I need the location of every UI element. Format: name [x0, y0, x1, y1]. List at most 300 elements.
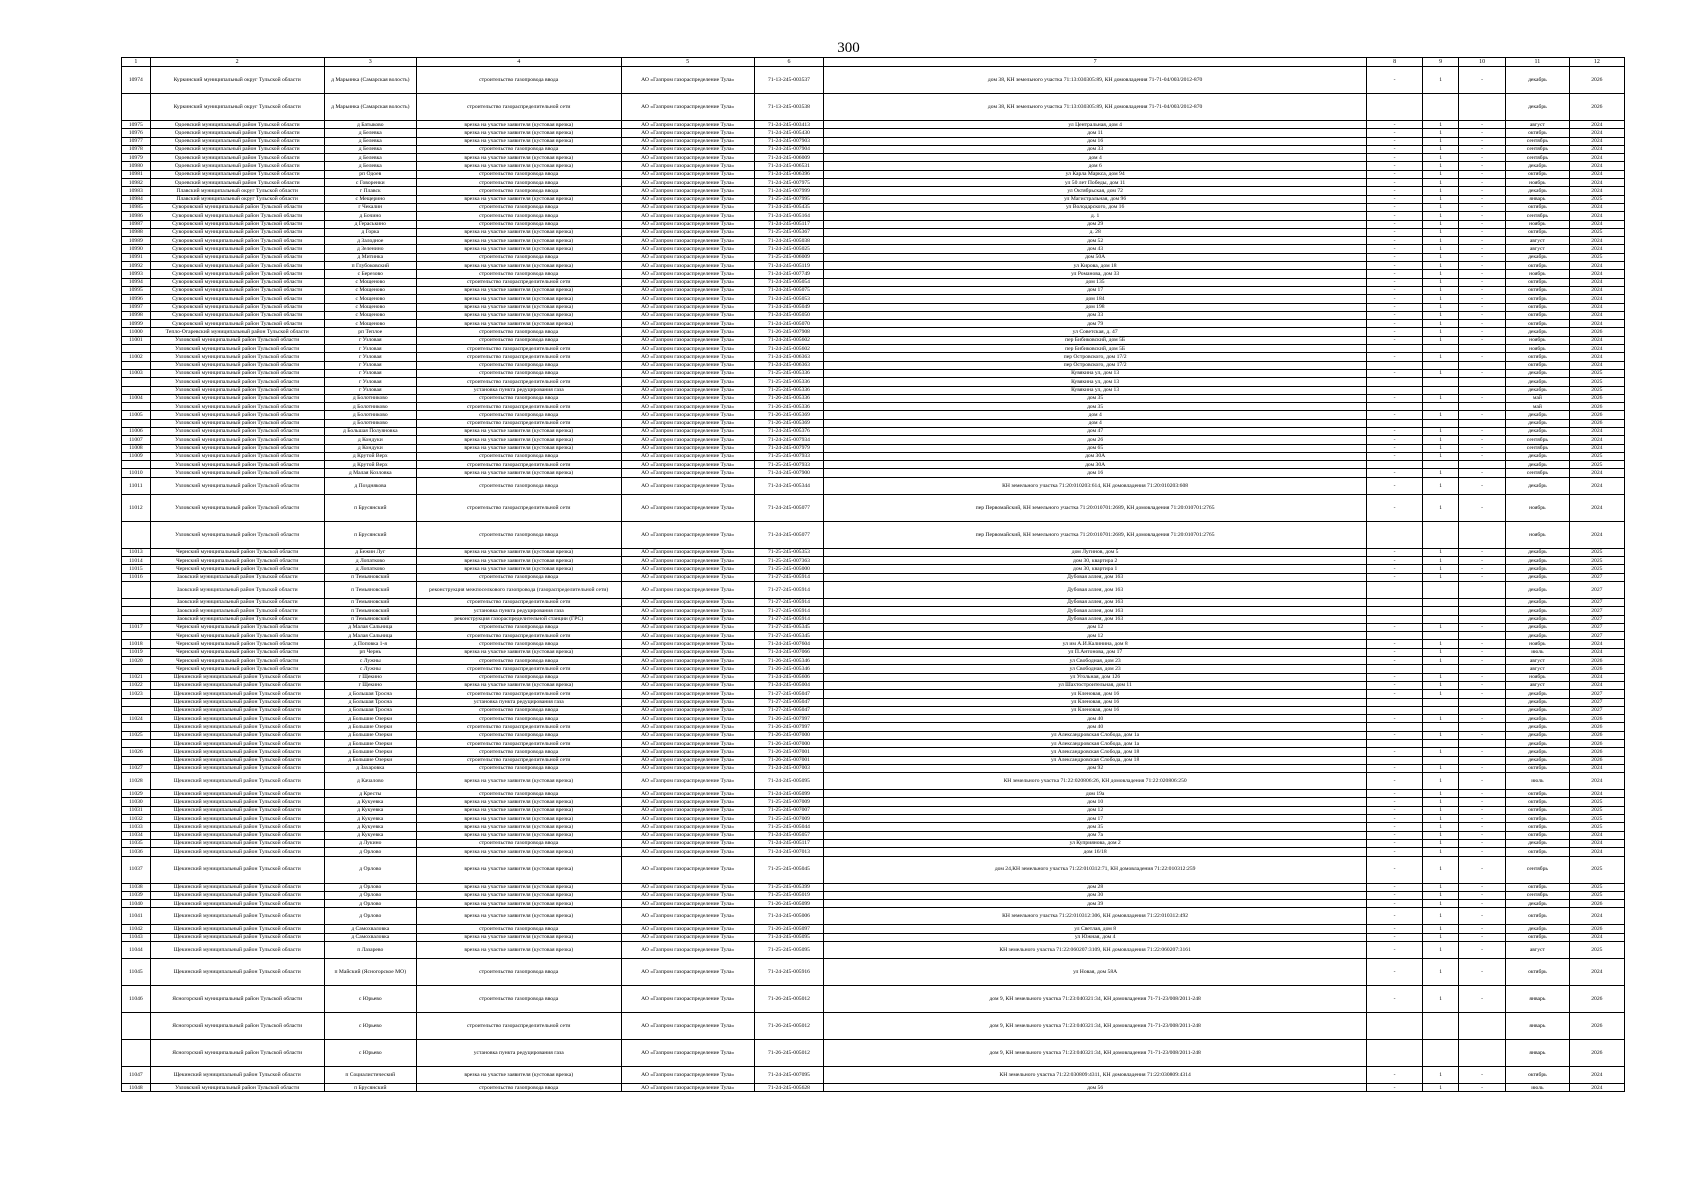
cell-address: ул Свободная, дом 23	[824, 657, 1367, 665]
cell-organization: АО «Газпром газораспределение Тула»	[621, 773, 754, 790]
cell-month: декабрь	[1506, 187, 1569, 195]
cell-row-number: 10986	[122, 212, 151, 220]
cell-col-10: -	[1459, 942, 1506, 959]
cell-municipality: Щекинский муниципальный район Тульской области	[150, 673, 324, 681]
cell-col-10: -	[1459, 311, 1506, 319]
cell-settlement: с Мощеново	[324, 311, 416, 319]
cell-work-type: строительство газопровода ввода	[416, 394, 621, 402]
cell-settlement: д Болотниково	[324, 403, 416, 411]
cell-row-number: 11003	[122, 369, 151, 377]
cell-col-10: -	[1459, 715, 1506, 723]
cell-municipality: Суворовский муниципальный район Тульской области	[150, 262, 324, 270]
cell-year: 2025	[1569, 378, 1624, 386]
cell-col-10: -	[1459, 690, 1506, 698]
cell-organization: АО «Газпром газораспределение Тула»	[621, 756, 754, 764]
cell-settlement: д Орлово	[324, 891, 416, 899]
table-row	[122, 848, 1625, 856]
cell-settlement: д Орлово	[324, 900, 416, 908]
cell-municipality: Щекинский муниципальный район Тульской области	[150, 748, 324, 756]
cell-settlement: п Брусянский	[324, 521, 416, 548]
cell-address: ул им А.И.Калинина, дом 8	[824, 640, 1367, 648]
cell-col-10	[1459, 706, 1506, 714]
cell-row-number	[122, 598, 151, 606]
cell-settlement: г Щекино	[324, 673, 416, 681]
cell-col-8: -	[1366, 295, 1422, 303]
cell-municipality: Узловский муниципальный район Тульской области	[150, 452, 324, 460]
cell-row-number: 11026	[122, 748, 151, 756]
cell-col-8: -	[1366, 942, 1422, 959]
cell-col-10: -	[1459, 270, 1506, 278]
cell-row-number	[122, 607, 151, 615]
cell-settlement: г Чекалин	[324, 203, 416, 211]
cell-municipality: Суворовский муниципальный район Тульской области	[150, 245, 324, 253]
cell-col-10	[1459, 403, 1506, 411]
cell-municipality: Чернский муниципальный район Тульской области	[150, 623, 324, 631]
cell-address: дом 29	[824, 220, 1367, 228]
cell-col-10	[1459, 461, 1506, 469]
cell-col-10: -	[1459, 925, 1506, 933]
cell-municipality: Чернский муниципальный район Тульской области	[150, 565, 324, 573]
cell-year: 2027	[1569, 632, 1624, 640]
cell-application-number: 71-24-245-007095	[754, 1067, 824, 1084]
cell-work-type: врезка на участке заявителя (кустовая врезка)	[416, 320, 621, 328]
cell-row-number: 11014	[122, 557, 151, 565]
cell-year: 2024	[1569, 839, 1624, 847]
cell-address: дом 9, КН земельного участка 71:23:040321:34, КН домовладения 71-71-23/008/2011-248	[824, 986, 1367, 1013]
cell-work-type: строительство газораспределительной сети	[416, 345, 621, 353]
cell-organization: АО «Газпром газораспределение Тула»	[621, 286, 754, 294]
cell-work-type: строительство газораспределительной сети	[416, 632, 621, 640]
cell-work-type: строительство газопровода ввода	[416, 361, 621, 369]
table-row	[122, 615, 1625, 623]
cell-col-9: 1	[1423, 573, 1459, 581]
cell-col-9: 1	[1423, 823, 1459, 831]
cell-col-8: -	[1366, 203, 1422, 211]
table-row	[122, 632, 1625, 640]
cell-organization: АО «Газпром газораспределение Тула»	[621, 607, 754, 615]
cell-col-10: -	[1459, 203, 1506, 211]
cell-work-type: строительство газопровода ввода	[416, 790, 621, 798]
cell-settlement: д Большие Озерки	[324, 731, 416, 739]
cell-application-number: 71-25-245-005353	[754, 548, 824, 556]
cell-row-number: 11009	[122, 452, 151, 460]
table-row	[122, 856, 1625, 883]
cell-work-type: строительство газораспределительной сети	[416, 494, 621, 521]
cell-col-8: -	[1366, 237, 1422, 245]
cell-col-10: -	[1459, 67, 1506, 94]
cell-month: декабрь	[1506, 461, 1569, 469]
cell-year: 2024	[1569, 353, 1624, 361]
table-row	[122, 411, 1625, 419]
cell-settlement: п Социалистический	[324, 1067, 416, 1084]
cell-settlement: д Малая Козловка	[324, 469, 416, 477]
cell-year: 2026	[1569, 403, 1624, 411]
cell-municipality: Щекинский муниципальный район Тульской области	[150, 883, 324, 891]
cell-col-10: -	[1459, 798, 1506, 806]
table-row	[122, 386, 1625, 394]
cell-work-type: врезка на участке заявителя (кустовая врезка)	[416, 237, 621, 245]
cell-year: 2024	[1569, 640, 1624, 648]
cell-municipality: Щекинский муниципальный район Тульской области	[150, 715, 324, 723]
cell-col-9: 1	[1423, 262, 1459, 270]
cell-organization: АО «Газпром газораспределение Тула»	[621, 690, 754, 698]
cell-row-number: 11045	[122, 959, 151, 986]
cell-year: 2026	[1569, 1040, 1624, 1067]
cell-row-number: 11024	[122, 715, 151, 723]
cell-col-9	[1423, 521, 1459, 548]
cell-year: 2025	[1569, 942, 1624, 959]
cell-application-number: 71-24-245-006363	[754, 361, 824, 369]
cell-organization: АО «Газпром газораспределение Тула»	[621, 336, 754, 344]
cell-application-number: 71-24-245-007979	[754, 444, 824, 452]
cell-month: август	[1506, 657, 1569, 665]
cell-municipality: Узловский муниципальный район Тульской области	[150, 378, 324, 386]
cell-col-8	[1366, 632, 1422, 640]
cell-application-number: 71-24-245-005164	[754, 212, 824, 220]
cell-col-8: -	[1366, 883, 1422, 891]
cell-municipality: Одоевский муниципальный район Тульской области	[150, 121, 324, 129]
cell-row-number: 11038	[122, 883, 151, 891]
cell-col-9: 1	[1423, 369, 1459, 377]
cell-application-number: 71-27-245-005345	[754, 632, 824, 640]
table-row	[122, 320, 1625, 328]
cell-municipality: Заокский муниципальный район Тульской области	[150, 607, 324, 615]
cell-month: ноябрь	[1506, 270, 1569, 278]
cell-address: дом 12	[824, 632, 1367, 640]
cell-application-number: 71-27-245-005914	[754, 581, 824, 598]
cell-row-number	[122, 378, 151, 386]
cell-col-10: -	[1459, 856, 1506, 883]
cell-col-8: -	[1366, 690, 1422, 698]
cell-col-9: 1	[1423, 657, 1459, 665]
cell-application-number: 71-24-245-005916	[754, 959, 824, 986]
table-row	[122, 806, 1625, 814]
cell-work-type: строительство газораспределительной сети	[416, 419, 621, 427]
cell-application-number: 71-25-245-005399	[754, 883, 824, 891]
cell-row-number: 11039	[122, 891, 151, 899]
cell-organization: АО «Газпром газораспределение Тула»	[621, 632, 754, 640]
cell-col-10: -	[1459, 908, 1506, 925]
cell-organization: АО «Газпром газораспределение Тула»	[621, 740, 754, 748]
cell-year: 2025	[1569, 856, 1624, 883]
cell-col-9: 1	[1423, 1084, 1459, 1092]
cell-application-number: 71-26-245-007000	[754, 740, 824, 748]
cell-application-number: 71-26-245-005346	[754, 665, 824, 673]
cell-application-number: 71-24-245-007903	[754, 137, 824, 145]
cell-month: сентябрь	[1506, 469, 1569, 477]
cell-col-8	[1366, 521, 1422, 548]
cell-settlement: с Мощеново	[324, 320, 416, 328]
cell-month: октябрь	[1506, 823, 1569, 831]
cell-address: ул Советская, д. 47	[824, 328, 1367, 336]
cell-row-number: 10993	[122, 270, 151, 278]
cell-settlement: рп Теплое	[324, 328, 416, 336]
table-row	[122, 345, 1625, 353]
cell-settlement: г Узловая	[324, 345, 416, 353]
cell-row-number: 11042	[122, 925, 151, 933]
cell-col-10: -	[1459, 179, 1506, 187]
cell-address: дом 4	[824, 419, 1367, 427]
cell-col-8: -	[1366, 839, 1422, 847]
cell-row-number: 10990	[122, 245, 151, 253]
cell-col-8	[1366, 403, 1422, 411]
cell-month: ноябрь	[1506, 345, 1569, 353]
cell-month: сентябрь	[1506, 856, 1569, 883]
cell-col-8: -	[1366, 212, 1422, 220]
cell-settlement: п Майский (Ясногорское МО)	[324, 959, 416, 986]
cell-col-9: 1	[1423, 690, 1459, 698]
cell-row-number: 10987	[122, 220, 151, 228]
table-row	[122, 681, 1625, 689]
cell-work-type: врезка на участке заявителя (кустовая врезка)	[416, 137, 621, 145]
cell-address: КН земельного участка 71:22:030809:4311, КН домовладения 71:22:030809:4314	[824, 1067, 1367, 1084]
cell-address: дом 198	[824, 303, 1367, 311]
cell-col-9	[1423, 756, 1459, 764]
cell-municipality: Узловский муниципальный район Тульской области	[150, 394, 324, 402]
cell-row-number: 11013	[122, 548, 151, 556]
table-row	[122, 731, 1625, 739]
cell-col-9: 1	[1423, 195, 1459, 203]
cell-col-10: -	[1459, 394, 1506, 402]
column-number-7: 7	[824, 58, 1367, 67]
cell-month: октябрь	[1506, 129, 1569, 137]
cell-organization: АО «Газпром газораспределение Тула»	[621, 648, 754, 656]
cell-col-10: -	[1459, 295, 1506, 303]
cell-address: дом 26	[824, 436, 1367, 444]
cell-organization: АО «Газпром газораспределение Тула»	[621, 839, 754, 847]
cell-row-number	[122, 706, 151, 714]
cell-col-8: -	[1366, 245, 1422, 253]
cell-municipality: Одоевский муниципальный район Тульской области	[150, 145, 324, 153]
cell-year: 2026	[1569, 723, 1624, 731]
cell-address: ул Александровская Слобода, дом 18	[824, 756, 1367, 764]
cell-work-type: врезка на участке заявителя (кустовая врезка)	[416, 303, 621, 311]
cell-work-type: врезка на участке заявителя (кустовая врезка)	[416, 648, 621, 656]
cell-work-type: врезка на участке заявителя (кустовая врезка)	[416, 121, 621, 129]
cell-application-number: 71-25-245-005000	[754, 565, 824, 573]
cell-row-number: 10984	[122, 195, 151, 203]
cell-col-9: 1	[1423, 925, 1459, 933]
cell-settlement: д Большая Тросна	[324, 690, 416, 698]
cell-month: октябрь	[1506, 959, 1569, 986]
cell-year: 2024	[1569, 959, 1624, 986]
cell-address: ул Южная, дом 4	[824, 933, 1367, 941]
cell-year: 2026	[1569, 328, 1624, 336]
cell-row-number	[122, 740, 151, 748]
cell-application-number: 71-26-245-005012	[754, 1013, 824, 1040]
cell-month: декабрь	[1506, 623, 1569, 631]
cell-year: 2026	[1569, 715, 1624, 723]
cell-col-9: 1	[1423, 170, 1459, 178]
table-row	[122, 959, 1625, 986]
cell-address: дом 40	[824, 723, 1367, 731]
cell-work-type: строительство газопровода ввода	[416, 336, 621, 344]
cell-month: декабрь	[1506, 253, 1569, 261]
cell-settlement: д Лопатково	[324, 557, 416, 565]
table-row	[122, 444, 1625, 452]
cell-organization: АО «Газпром газораспределение Тула»	[621, 461, 754, 469]
cell-col-9: 1	[1423, 900, 1459, 908]
cell-month: июль	[1506, 648, 1569, 656]
cell-work-type: строительство газораспределительной сети	[416, 1013, 621, 1040]
cell-month: октябрь	[1506, 764, 1569, 772]
cell-settlement: д Орлово	[324, 848, 416, 856]
cell-col-10: -	[1459, 573, 1506, 581]
cell-month: декабрь	[1506, 839, 1569, 847]
table-row	[122, 129, 1625, 137]
cell-col-9: 1	[1423, 427, 1459, 435]
cell-col-9	[1423, 598, 1459, 606]
table-row	[122, 573, 1625, 581]
cell-month: декабрь	[1506, 452, 1569, 460]
cell-col-10: -	[1459, 187, 1506, 195]
cell-year: 2024	[1569, 278, 1624, 286]
cell-address: пер Первомайский, КН земельного участка 71:20:010701:2689, КН домовладения 71:20:010701:2765	[824, 521, 1367, 548]
cell-row-number: 10982	[122, 179, 151, 187]
cell-address: ул Куприянова, дом 2	[824, 839, 1367, 847]
cell-address: дом 56	[824, 1084, 1367, 1092]
cell-col-9	[1423, 361, 1459, 369]
column-number-row	[122, 58, 1625, 67]
cell-year: 2025	[1569, 548, 1624, 556]
cell-year: 2024	[1569, 848, 1624, 856]
cell-settlement: д Малая Сальница	[324, 632, 416, 640]
cell-col-8: -	[1366, 823, 1422, 831]
cell-settlement: д Горка	[324, 228, 416, 236]
table-row	[122, 925, 1625, 933]
cell-year: 2026	[1569, 1013, 1624, 1040]
cell-organization: АО «Газпром газораспределение Тула»	[621, 856, 754, 883]
cell-month: октябрь	[1506, 908, 1569, 925]
cell-col-8: -	[1366, 187, 1422, 195]
cell-application-number: 71-26-245-005336	[754, 394, 824, 402]
cell-col-8: -	[1366, 179, 1422, 187]
cell-settlement: д Лопатково	[324, 565, 416, 573]
cell-settlement: д Большие Озерки	[324, 723, 416, 731]
column-number-1: 1	[122, 58, 151, 67]
cell-work-type: врезка на участке заявителя (кустовая врезка)	[416, 933, 621, 941]
cell-row-number	[122, 345, 151, 353]
cell-col-9	[1423, 615, 1459, 623]
cell-organization: АО «Газпром газораспределение Тула»	[621, 848, 754, 856]
cell-col-8: -	[1366, 848, 1422, 856]
cell-address: дом 30А	[824, 452, 1367, 460]
cell-col-9	[1423, 378, 1459, 386]
cell-application-number: 71-24-245-005628	[754, 1084, 824, 1092]
cell-month: ноябрь	[1506, 179, 1569, 187]
cell-work-type: строительство газопровода ввода	[416, 477, 621, 494]
cell-application-number: 71-24-245-005095	[754, 773, 824, 790]
cell-col-8	[1366, 607, 1422, 615]
table-row	[122, 195, 1625, 203]
cell-application-number: 71-25-245-005336	[754, 386, 824, 394]
cell-application-number: 71-24-245-005006	[754, 908, 824, 925]
cell-organization: АО «Газпром газораспределение Тула»	[621, 521, 754, 548]
cell-organization: АО «Газпром газораспределение Тула»	[621, 673, 754, 681]
cell-organization: АО «Газпром газораспределение Тула»	[621, 237, 754, 245]
cell-row-number: 10992	[122, 262, 151, 270]
cell-address: Дубовая аллея, дом 163	[824, 573, 1367, 581]
cell-settlement: п Лазарево	[324, 942, 416, 959]
cell-work-type: строительство газопровода ввода	[416, 657, 621, 665]
cell-address: ул Александровская Слобода, дом 1а	[824, 731, 1367, 739]
cell-address: дом 50А	[824, 253, 1367, 261]
cell-organization: АО «Газпром газораспределение Тула»	[621, 444, 754, 452]
cell-col-9: 1	[1423, 798, 1459, 806]
cell-work-type: врезка на участке заявителя (кустовая врезка)	[416, 942, 621, 959]
cell-address: дом 40	[824, 715, 1367, 723]
cell-work-type: врезка на участке заявителя (кустовая врезка)	[416, 245, 621, 253]
cell-col-8: -	[1366, 798, 1422, 806]
cell-year: 2024	[1569, 477, 1624, 494]
table-row	[122, 212, 1625, 220]
cell-col-8: -	[1366, 557, 1422, 565]
table-row	[122, 187, 1625, 195]
cell-col-10: -	[1459, 623, 1506, 631]
cell-month: октябрь	[1506, 353, 1569, 361]
cell-work-type: строительство газопровода ввода	[416, 187, 621, 195]
cell-application-number: 71-26-245-007000	[754, 731, 824, 739]
cell-organization: АО «Газпром газораспределение Тула»	[621, 303, 754, 311]
cell-settlement: п Темьяновский	[324, 598, 416, 606]
cell-col-9	[1423, 740, 1459, 748]
table-row	[122, 461, 1625, 469]
cell-month: декабрь	[1506, 419, 1569, 427]
cell-row-number	[122, 403, 151, 411]
cell-municipality: Щекинский муниципальный район Тульской области	[150, 823, 324, 831]
cell-row-number: 11048	[122, 1084, 151, 1092]
cell-month: декабрь	[1506, 557, 1569, 565]
table-row	[122, 1067, 1625, 1084]
cell-col-9: 1	[1423, 891, 1459, 899]
cell-municipality: Щекинский муниципальный район Тульской области	[150, 942, 324, 959]
cell-application-number: 71-24-245-007003	[754, 764, 824, 772]
cell-col-10: -	[1459, 411, 1506, 419]
cell-address: ул Кирова, дом 18	[824, 262, 1367, 270]
cell-year: 2025	[1569, 452, 1624, 460]
cell-col-8: -	[1366, 195, 1422, 203]
cell-month: октябрь	[1506, 1067, 1569, 1084]
cell-col-10: -	[1459, 253, 1506, 261]
cell-col-8	[1366, 461, 1422, 469]
cell-application-number: 71-27-245-005047	[754, 690, 824, 698]
cell-month: сентябрь	[1506, 436, 1569, 444]
cell-organization: АО «Газпром газораспределение Тула»	[621, 361, 754, 369]
cell-row-number	[122, 756, 151, 764]
cell-col-10: -	[1459, 237, 1506, 245]
cell-year: 2024	[1569, 129, 1624, 137]
cell-month: декабрь	[1506, 162, 1569, 170]
cell-organization: АО «Газпром газораспределение Тула»	[621, 145, 754, 153]
cell-col-9: 1	[1423, 848, 1459, 856]
cell-col-8: -	[1366, 278, 1422, 286]
cell-municipality: Заокский муниципальный район Тульской области	[150, 573, 324, 581]
cell-year: 2024	[1569, 436, 1624, 444]
cell-row-number: 11040	[122, 900, 151, 908]
cell-year: 2026	[1569, 986, 1624, 1013]
cell-settlement: д Болотниково	[324, 411, 416, 419]
cell-col-10	[1459, 598, 1506, 606]
cell-address: дом 6	[824, 162, 1367, 170]
cell-col-8	[1366, 756, 1422, 764]
table-row	[122, 698, 1625, 706]
cell-col-10: -	[1459, 548, 1506, 556]
table-row	[122, 773, 1625, 790]
cell-col-8	[1366, 419, 1422, 427]
cell-organization: АО «Газпром газораспределение Тула»	[621, 681, 754, 689]
cell-year: 2026	[1569, 900, 1624, 908]
cell-municipality: Суворовский муниципальный район Тульской области	[150, 286, 324, 294]
